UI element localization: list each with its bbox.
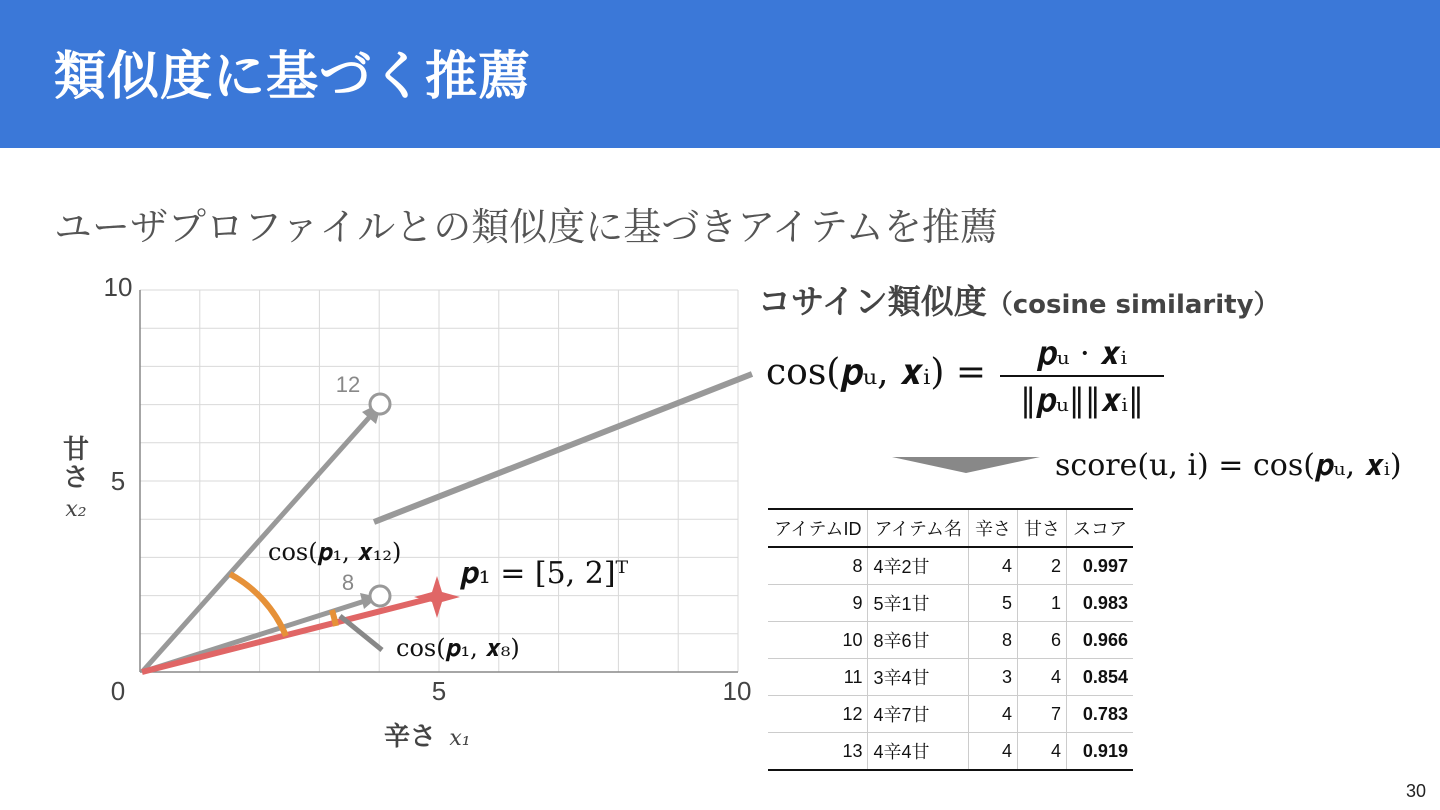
table-row [768, 659, 1133, 696]
table-row [768, 696, 1133, 733]
item-name: 8辛6甘 [868, 622, 968, 659]
y-axis-var: x₂ [65, 497, 87, 522]
item-name: 5辛1甘 [868, 585, 968, 622]
item-spiciness: 4 [968, 696, 1017, 733]
table-row [768, 547, 1133, 585]
item-score-table [768, 508, 1133, 771]
item-8-label: 8 [341, 570, 355, 595]
header-sweetness: 甘さ [1017, 509, 1066, 547]
item-8-point [370, 586, 390, 606]
x-tick-10: 10 [722, 676, 752, 706]
item-12-label: 12 [335, 372, 361, 397]
item-score: 0.997 [1066, 547, 1133, 585]
x-tick-5: 5 [431, 676, 447, 706]
item-score: 0.983 [1066, 585, 1133, 622]
header-spiciness: 辛さ [968, 509, 1017, 547]
item-id: 8 [768, 547, 868, 585]
user-vector-star [414, 576, 460, 618]
y-tick-10: 10 [103, 272, 133, 302]
down-arrow-icon [892, 457, 1040, 473]
y-axis-label-1: 甘 [62, 434, 90, 464]
y-tick-5: 5 [110, 466, 126, 496]
item-sweetness: 7 [1017, 696, 1066, 733]
plot-grid [140, 290, 738, 672]
item-score: 0.783 [1066, 696, 1133, 733]
table-row [768, 733, 1133, 771]
item-sweetness: 1 [1017, 585, 1066, 622]
header-item-id: アイテムID [768, 509, 868, 547]
angle-8-pointer [340, 616, 382, 650]
item-id: 9 [768, 585, 868, 622]
item-sweetness: 4 [1017, 733, 1066, 771]
item-id: 13 [768, 733, 868, 771]
item-spiciness: 4 [968, 733, 1017, 771]
item-spiciness: 4 [968, 547, 1017, 585]
header-score: スコア [1066, 509, 1133, 547]
item-sweetness: 2 [1017, 547, 1066, 585]
item-sweetness: 6 [1017, 622, 1066, 659]
x-axis-label: 辛さ [383, 721, 437, 751]
item-12-point [370, 394, 390, 414]
angle-arc-8 [332, 610, 336, 626]
item-id: 10 [768, 622, 868, 659]
page-number: 30 [1405, 781, 1426, 801]
item-id: 11 [768, 659, 868, 696]
cosine-title-ja: コサイン類似度 [758, 282, 987, 321]
user-vector-label: 𝒑₁ = [5, 2]ᵀ [460, 556, 629, 591]
item-sweetness: 4 [1017, 659, 1066, 696]
item-score: 0.919 [1066, 733, 1133, 771]
item-name: 4辛2甘 [868, 547, 968, 585]
formula-denominator: ‖𝒑ᵤ‖‖𝒙ᵢ‖ [1020, 381, 1144, 419]
slide-title: 類似度に基づく推薦 [54, 47, 532, 107]
formula-lhs: cos(𝒑ᵤ, 𝒙ᵢ) = [766, 352, 987, 393]
x-axis-var: x₁ [449, 726, 471, 751]
item-score: 0.966 [1066, 622, 1133, 659]
table-header-row [768, 509, 1133, 547]
y-axis-label-2: さ [62, 462, 90, 492]
formula-numerator: 𝒑ᵤ · 𝒙ᵢ [1000, 334, 1164, 377]
table-row [768, 622, 1133, 659]
x-tick-0: 0 [110, 676, 126, 706]
header-item-name: アイテム名 [868, 509, 968, 547]
formula-fraction [1000, 334, 1164, 420]
item-spiciness: 5 [968, 585, 1017, 622]
angle-label-12: cos(𝒑₁, 𝒙₁₂) [268, 538, 402, 566]
item-score: 0.854 [1066, 659, 1133, 696]
cosine-title [758, 276, 1280, 323]
score-formula: score(u, i) = cos(𝒑ᵤ, 𝒙ᵢ) [1055, 448, 1402, 483]
item-spiciness: 8 [968, 622, 1017, 659]
item-name: 4辛7甘 [868, 696, 968, 733]
item-name: 4辛4甘 [868, 733, 968, 771]
item-id: 12 [768, 696, 868, 733]
formula-connector [374, 374, 752, 522]
slide-subtitle: ユーザプロファイルとの類似度に基づきアイテムを推薦 [54, 205, 998, 249]
angle-label-8: cos(𝒑₁, 𝒙₈) [396, 634, 520, 662]
cosine-title-en: （cosine similarity） [986, 290, 1280, 320]
table-row [768, 585, 1133, 622]
item-spiciness: 3 [968, 659, 1017, 696]
item-name: 3辛4甘 [868, 659, 968, 696]
